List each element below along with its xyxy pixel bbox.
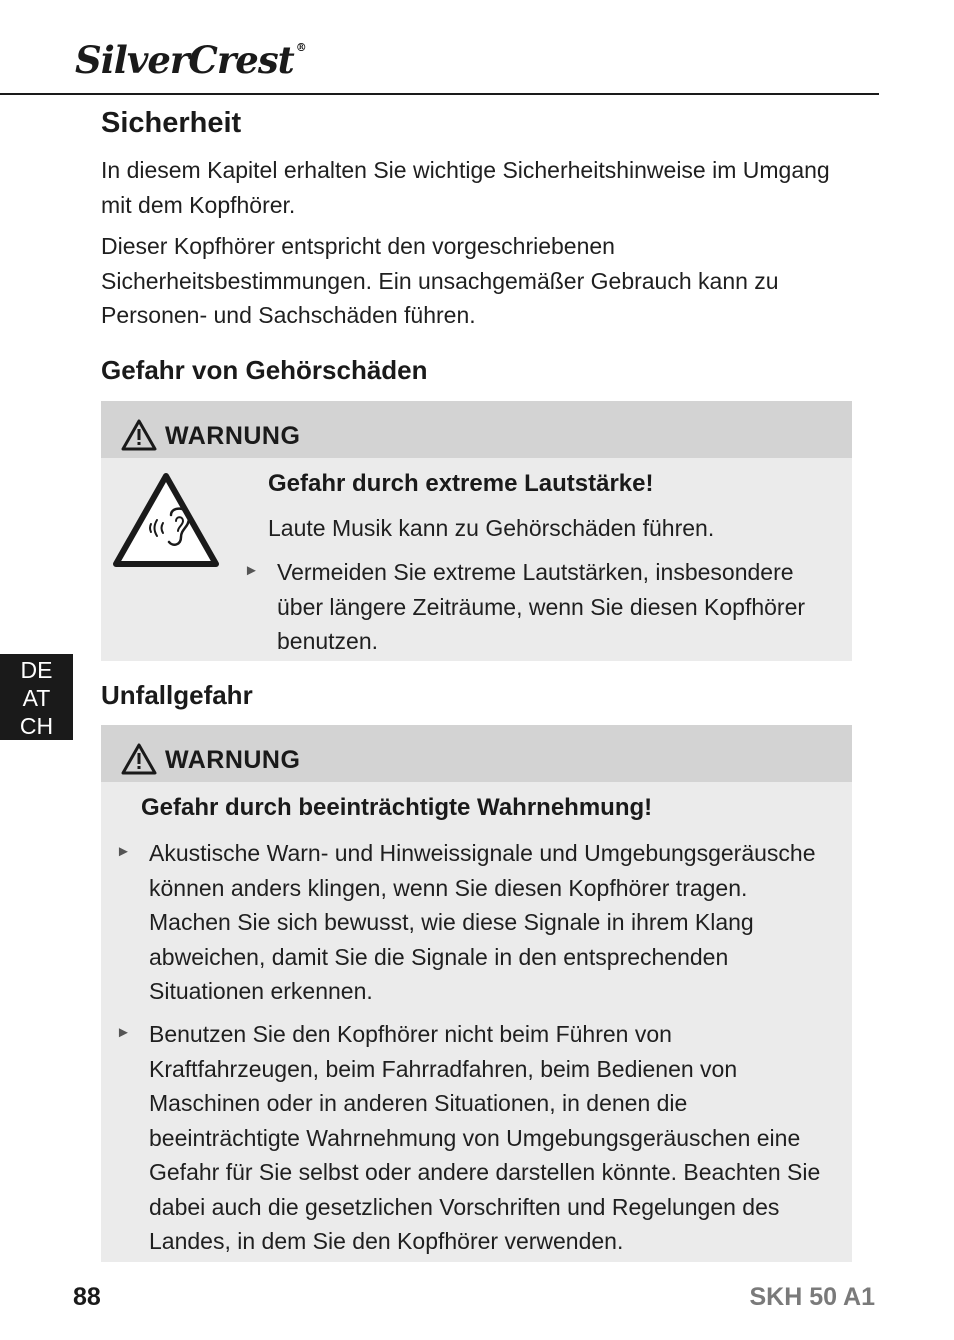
hearing-warning-text: Laute Musik kann zu Gehörschäden führen. xyxy=(268,515,715,541)
hearing-warning-label: WARNUNG xyxy=(165,422,301,450)
section-title: Sicherheit xyxy=(101,107,242,139)
model-number: SKH 50 A1 xyxy=(749,1283,875,1311)
accident-bullet-1: Akustische Warn- und Hinweissignale und Umgebungsgeräusche können anders klingen, wenn Sie diesen Kopfhörer tragen. Machen Sie sich bewusst, wie diese Signale in ihrem Klang abweichen, damit Sie die Signale in den entsprechenden Situationen erkennen. xyxy=(149,840,816,1004)
intro-paragraph-2: Dieser Kopfhörer entspricht den vorgeschriebenen Sicherheitsbestimmungen. Ein unsachgemäßer Gebrauch kann zu Personen- und Sachschäden führen. xyxy=(101,233,779,328)
hearing-warning-header xyxy=(101,401,852,458)
brand-name: SilverCrest xyxy=(75,38,294,82)
accident-heading: Unfallgefahr xyxy=(101,680,253,710)
hearing-heading: Gefahr von Gehörschäden xyxy=(101,355,428,385)
warning-triangle-icon xyxy=(121,419,157,451)
language-de: DE xyxy=(20,657,53,683)
accident-warning-subtitle: Gefahr durch beeinträchtigte Wahrnehmung! xyxy=(141,794,653,821)
page-number: 88 xyxy=(73,1283,101,1311)
arrow-bullet-icon: ► xyxy=(244,562,259,579)
hearing-damage-sign-icon xyxy=(111,471,221,571)
hearing-bullet-1: Vermeiden Sie extreme Lautstärken, insbesondere über längere Zeiträume, wenn Sie diesen Kopfhörer benutzen. xyxy=(277,559,806,654)
accident-warning-box xyxy=(101,725,852,1262)
registered-mark: ® xyxy=(295,41,306,54)
brand-logo xyxy=(75,38,306,82)
intro-paragraph-1: In diesem Kapitel erhalten Sie wichtige Sicherheitshinweise im Umgang mit dem Kopfhörer. xyxy=(101,157,830,218)
hearing-warning-subtitle: Gefahr durch extreme Lautstärke! xyxy=(268,470,654,497)
language-ch: CH xyxy=(19,713,54,739)
arrow-bullet-icon: ► xyxy=(116,843,131,860)
accident-warning-label: WARNUNG xyxy=(165,746,301,774)
header-rule xyxy=(0,93,879,95)
accident-bullet-2: Benutzen Sie den Kopfhörer nicht beim Führen von Kraftfahrzeugen, beim Fahrradfahren, beim Bedienen von Maschinen oder in anderen Situationen, in denen die beeinträchtigte Wahrnehmung von Umgebungsgeräuschen eine Gefahr für Sie selbst oder andere darstellen könnte. Beachten Sie dabei auch die gesetzlichen Vorschriften und Regelungen des Landes, in dem Sie den Kopfhörer verwenden. xyxy=(149,1021,821,1254)
language-at: AT xyxy=(22,685,51,711)
warning-triangle-icon xyxy=(121,743,157,775)
arrow-bullet-icon: ► xyxy=(116,1024,131,1041)
hearing-warning-box xyxy=(101,401,852,661)
language-tab xyxy=(0,654,73,740)
accident-warning-header xyxy=(101,725,852,782)
